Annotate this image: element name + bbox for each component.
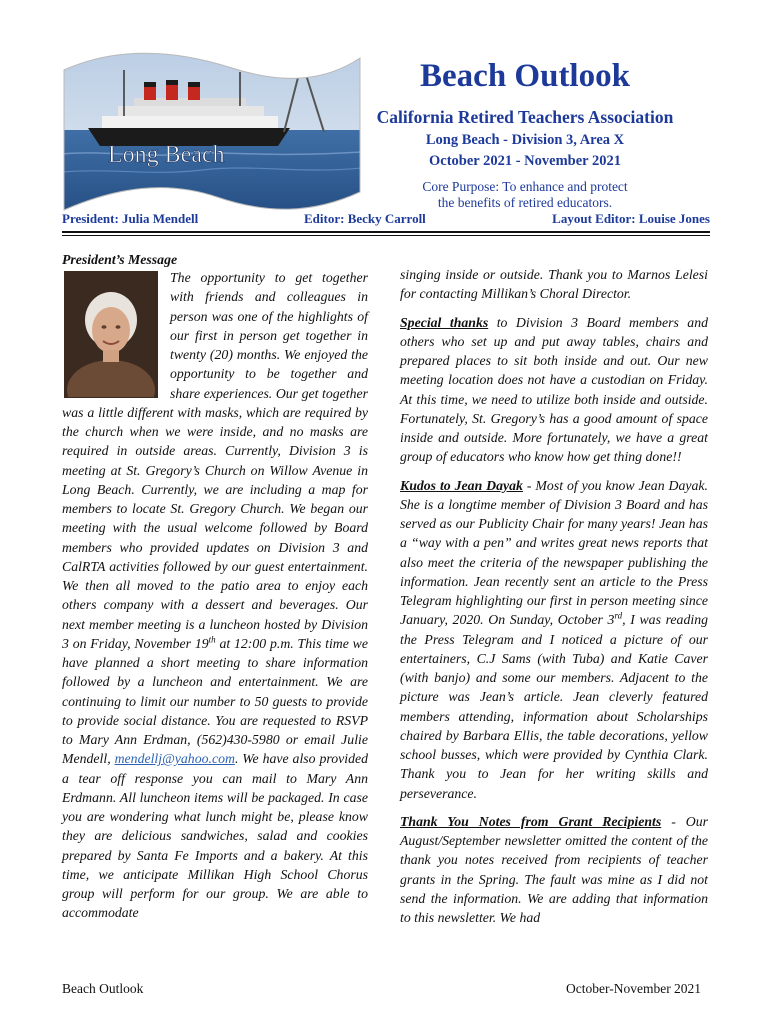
- paragraph-kudos: Kudos to Jean Dayak - Most of you know Jean Dayak. She is a longtime member of Division 3 Board and has served as our Publicity Chair for many years! Jean has a “way with a pen” and writes great news reports that also meet the criteria of the newspaper publishing the information. Jean recently sent an article to the Press Telegram highlighting our first in person meeting since January, 2020. On Sunday, October 3rd, I was reading the Press Telegram and I noticed a picture of our entertainers, C.J Sams (with Tuba) and Katie Caver (with banjo) and some our members. Adjacent to the picture was Jean’s article. Jean cleverly featured members attending, information about Scholarships chaired by Barbara Ellis, the table decorations, yellow school busses, which were provided by Cynthia Clark. Thank you to Jean for her writing skills and perseverance.: [400, 477, 708, 801]
- article-column-left: [62, 268, 368, 932]
- masthead-rule-thin: [62, 235, 710, 236]
- division-line: Long Beach - Division 3, Area X: [425, 132, 625, 148]
- core-purpose-line-2: the benefits of retired educators.: [437, 195, 613, 210]
- paragraph-thank-you-notes: Thank You Notes from Grant Recipients - Our August/September newsletter omitted the content of the thank you notes received from recipients of teacher grants in the Spring. The fault was mine as I did not send the information. We are adding that information to this newsletter. We had: [400, 813, 708, 925]
- issue-date: October 2021 - November 2021: [429, 153, 621, 169]
- core-purpose: [340, 179, 710, 211]
- editor-credit: Editor: Becky Carroll: [304, 211, 426, 226]
- president-photo: [64, 271, 158, 398]
- paragraph-special-thanks: Special thanks to Division 3 Board members and others who set up and put away tables, chairs and prepared places to sit both inside and out. Our new meeting location does not have a custodian on Friday. At this time, we need to utilize both inside and outside. Fortunately, St. Gregory’s has a good amount of space inside and outside. More fortunately, we have a great group of educators who know how get thing done!!: [400, 314, 708, 465]
- newsletter-title: Beach Outlook: [420, 58, 630, 94]
- long-beach-logo: [62, 42, 362, 220]
- special-thanks-lead: Special thanks: [400, 314, 489, 330]
- president-message-paragraph: The opportunity to get together with friends and colleagues in person was one of the highlights of our first in person get together in twenty (20) months. We enjoyed the opportunity to be together and share experiences. Our get together was a little different with masks, which are required by the church when we were inside, and no masks are required in outside areas. Currently, Division 3 is meeting at St. Gregory’s Church on Willow Avenue in Long Beach. Currently, we are including a map for members to locate St. Gregory Church. We began our meeting with the usual welcome followed by Board members who provided updates on Division 3 and CalRTA activities followed by our guest entertainment. We then all moved to the patio area to enjoy each others company with a dessert and beverages. Our next member meeting is a luncheon hosted by Division 3 on Friday, November 19th at 12:00 p.m. This time we have planned a short meeting to share information followed by a luncheon and entertainment. We are continuing to limit our number to 50 guests to provide to provide social distance. You are requested to RSVP to Mary Ann Erdman, (562)430-5980 or email Julie Mendell, mendellj@yahoo.com. We have also provided a tear off response you can mail to Mary Ann Erdmann. All luncheon items will be packaged. In case you are wondering what lunch might be, please know they are delicious sandwiches, salad and cookies prepared by Santa Fe Imports and a bakery. At this time, we anticipate Millikan High School Chorus group will perform for our group. We are able to accommodate: [62, 270, 368, 921]
- president-credit: President: Julia Mendell: [62, 211, 199, 226]
- staff-credits: [62, 210, 710, 230]
- organization-name: California Retired Teachers Association: [376, 107, 674, 127]
- email-link[interactable]: mendellj@yahoo.com: [114, 751, 235, 767]
- paragraph-singing: singing inside or outside. Thank you to Marnos Lelesi for contacting Millikan’s Choral Director.: [400, 267, 708, 302]
- masthead-rule: [62, 231, 710, 233]
- thank-you-notes-lead: Thank You Notes from Grant Recipients: [400, 813, 662, 829]
- core-purpose-line-1: Core Purpose: To enhance and protect: [422, 179, 628, 194]
- layout-editor-credit: Layout Editor: Louise Jones: [552, 211, 710, 226]
- footer-publication: Beach Outlook: [62, 981, 144, 996]
- kudos-lead: Kudos to Jean Dayak: [400, 477, 523, 493]
- masthead: [340, 56, 710, 211]
- article-column-right: [400, 265, 708, 936]
- section-heading: President’s Message: [62, 252, 178, 267]
- logo-text: Long Beach: [108, 142, 225, 168]
- footer-date: October-November 2021: [566, 981, 702, 996]
